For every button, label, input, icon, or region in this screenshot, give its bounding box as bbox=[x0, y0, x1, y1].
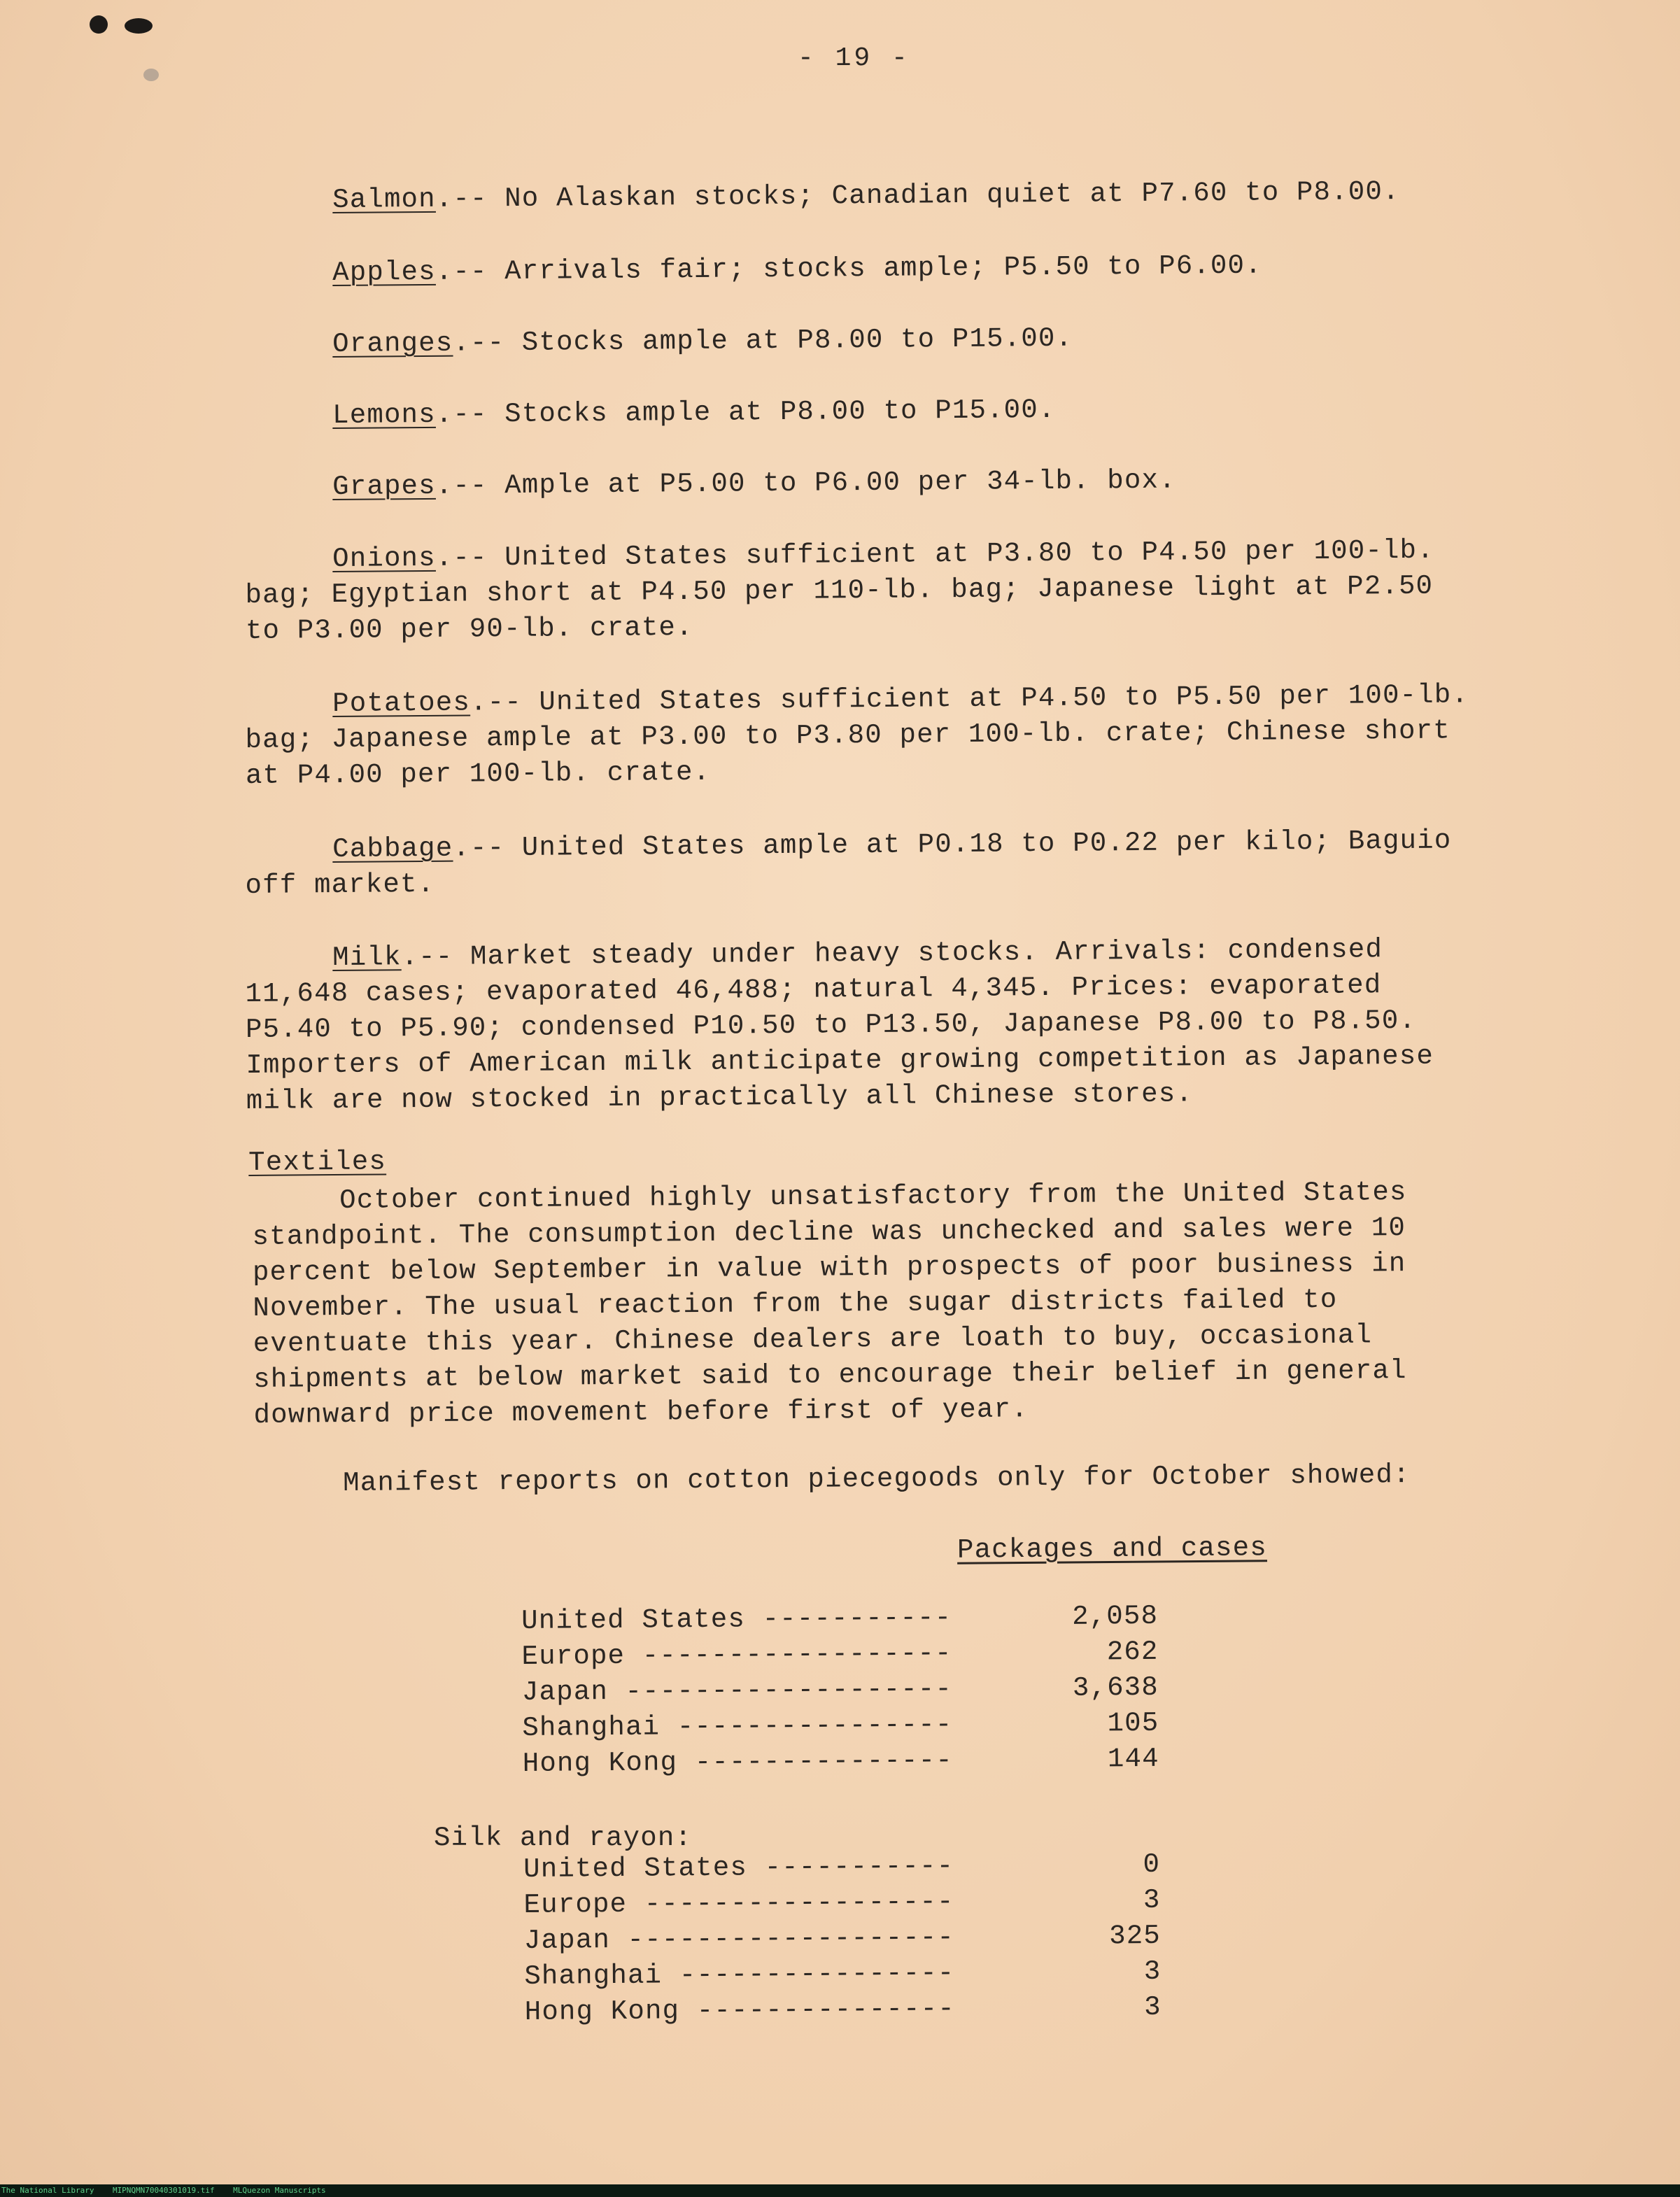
entry-text: .-- United States ample at P0.18 to P0.22 per kilo; Baguio off market. bbox=[245, 825, 1452, 901]
entry-onions bbox=[245, 532, 1477, 649]
table-row bbox=[522, 1708, 1159, 1749]
row-label: United States ----------- bbox=[521, 1602, 952, 1637]
section-heading-textiles: Textiles bbox=[248, 1146, 387, 1178]
entry-term: Milk bbox=[332, 942, 402, 974]
row-value: 262 bbox=[1106, 1636, 1159, 1668]
table-row bbox=[523, 1744, 1159, 1784]
row-label: Japan ------------------- bbox=[523, 1922, 955, 1956]
row-label: Hong Kong --------------- bbox=[524, 1993, 956, 2028]
row-label: Europe ------------------ bbox=[521, 1638, 952, 1672]
row-label: United States ----------- bbox=[523, 1851, 954, 1885]
entry-text: .-- United States sufficient at P4.50 to P5.50 per 100-lb. bag; Japanese ample at P3.00 to P3.80 per 100-lb. crate; Chinese short at P4.00 per 100-lb. crate. bbox=[245, 679, 1469, 791]
page-number: - 19 - bbox=[798, 43, 910, 73]
ink-spot bbox=[90, 15, 108, 34]
table-row bbox=[523, 1885, 1160, 1926]
entry-text: .-- Stocks ample at P8.00 to P15.00. bbox=[453, 323, 1073, 359]
table-row bbox=[525, 1992, 1162, 2033]
cotton-table bbox=[521, 1601, 1159, 1784]
entry-term: Oranges bbox=[332, 327, 453, 360]
entry-potatoes bbox=[245, 677, 1498, 794]
row-label: Hong Kong --------------- bbox=[522, 1745, 954, 1779]
entry-text: .-- Stocks ample at P8.00 to P15.00. bbox=[435, 394, 1056, 430]
table-row bbox=[521, 1637, 1158, 1677]
archive-footer: The National Library MIPNQMN70040301019.tif MLQuezon Manuscripts bbox=[0, 2184, 1680, 2197]
row-value: 325 bbox=[1108, 1920, 1162, 1952]
entry-term: Salmon bbox=[332, 183, 436, 216]
entry-cabbage bbox=[245, 823, 1477, 904]
entry-milk bbox=[245, 931, 1478, 1119]
row-label: Shanghai ---------------- bbox=[524, 1958, 955, 1992]
entry-term: Apples bbox=[332, 256, 436, 289]
entry-grapes bbox=[245, 460, 1504, 506]
entry-lemons bbox=[245, 389, 1504, 435]
textiles-body-text: October continued highly unsatisfactory from the United States standpoint. The consumption decline was unchecked and sales were 10 percent below September in value with prospects of poor business in November. The usual reaction from the sugar districts failed to eventuate this year. Chinese dealers are loath to buy, occasional shipments at below market said to encourage their belief in general downward price movement before first of year. bbox=[252, 1177, 1407, 1431]
entry-salmon bbox=[245, 174, 1504, 219]
row-value: 0 bbox=[1143, 1849, 1161, 1881]
row-value: 3 bbox=[1143, 1956, 1162, 1988]
ink-spot bbox=[125, 18, 153, 34]
table-row bbox=[522, 1672, 1159, 1713]
entry-text: .-- Market steady under heavy stocks. Arrivals: condensed 11,648 cases; evaporated 46,488; natural 4,345. Prices: evaporated P5.40 to P5.90; condensed P10.50 to P13.50, Japanese P8.00 to P8.50. Importers of American milk anticipate growing competition as Japanese milk are now stocked in practically all Chinese stores. bbox=[245, 934, 1434, 1117]
row-value: 3,638 bbox=[1072, 1672, 1159, 1704]
row-value: 3 bbox=[1143, 1884, 1161, 1916]
row-label: Europe ------------------ bbox=[523, 1886, 954, 1921]
row-label: Japan ------------------- bbox=[521, 1674, 953, 1708]
entry-term: Potatoes bbox=[332, 687, 471, 720]
entry-term: Lemons bbox=[332, 399, 436, 432]
row-value: 144 bbox=[1107, 1743, 1159, 1775]
entry-term: Onions bbox=[332, 542, 436, 575]
row-label: Shanghai ---------------- bbox=[522, 1709, 953, 1744]
textiles-body bbox=[252, 1174, 1457, 1433]
entry-text: .-- Ample at P5.00 to P6.00 per 34-lb. box. bbox=[435, 465, 1176, 502]
row-value: 2,058 bbox=[1071, 1600, 1159, 1632]
row-value: 105 bbox=[1107, 1707, 1159, 1739]
entry-text: .-- Arrivals fair; stocks ample; P5.50 to P6.00. bbox=[435, 250, 1262, 288]
manifest-intro: Manifest reports on cotton piecegoods only for October showed: bbox=[343, 1460, 1411, 1499]
entry-term: Cabbage bbox=[332, 833, 453, 866]
entry-text: .-- No Alaskan stocks; Canadian quiet at P7.60 to P8.00. bbox=[435, 176, 1400, 215]
table-row bbox=[524, 1956, 1161, 1997]
silk-rayon-label: Silk and rayon: bbox=[434, 1823, 693, 1853]
ink-spot bbox=[143, 69, 159, 81]
row-value: 3 bbox=[1143, 1991, 1162, 2023]
column-header: Packages and cases bbox=[957, 1532, 1268, 1566]
entry-oranges bbox=[245, 318, 1504, 363]
silk-table bbox=[523, 1849, 1162, 2033]
entry-text: .-- United States sufficient at P3.80 to P4.50 per 100-lb. bag; Egyptian short at P4.50 per 110-lb. bag; Japanese light at P2.50 to P3.00 per 90-lb. crate. bbox=[245, 535, 1434, 647]
table-row bbox=[521, 1601, 1158, 1641]
entry-apples bbox=[245, 246, 1504, 292]
table-row bbox=[524, 1921, 1161, 1961]
table-row bbox=[523, 1849, 1160, 1890]
entry-term: Grapes bbox=[332, 470, 436, 503]
